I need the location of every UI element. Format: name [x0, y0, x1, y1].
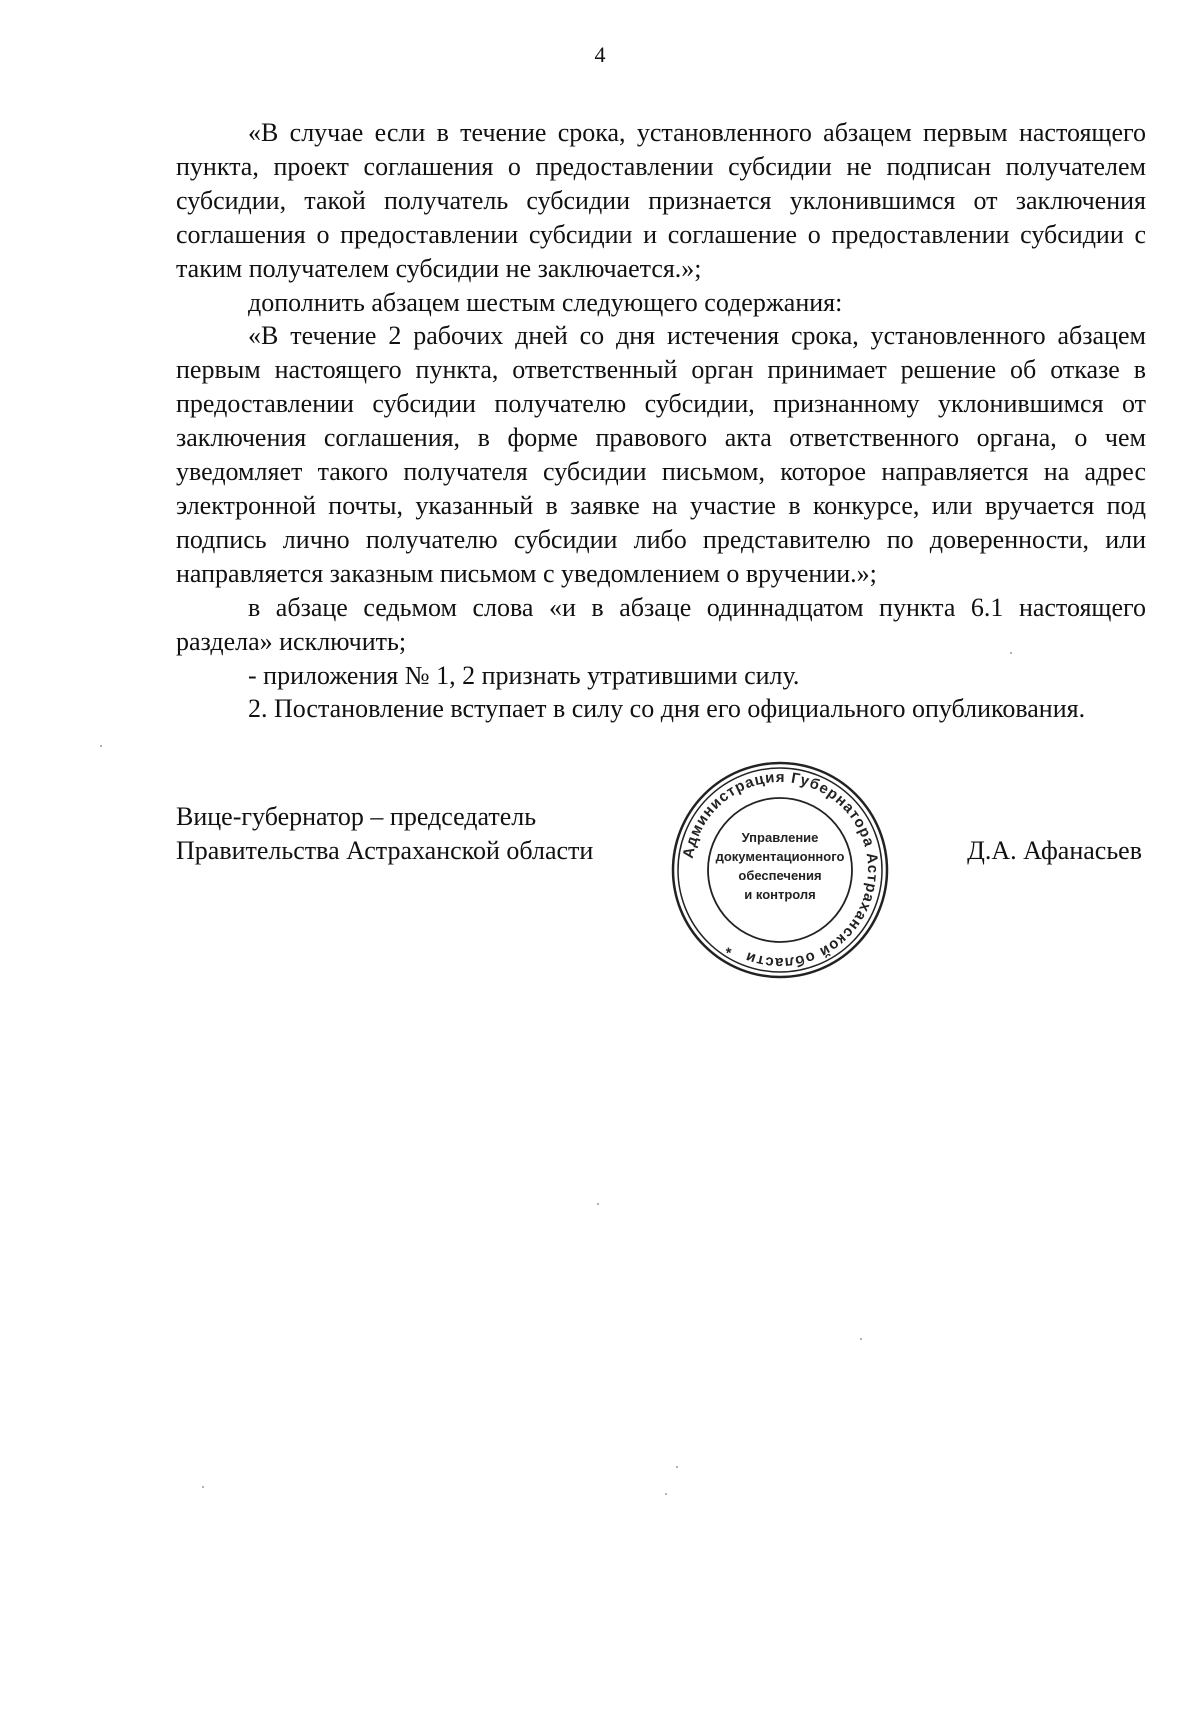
official-seal [670, 760, 890, 980]
scan-speck [1010, 652, 1012, 654]
paragraph-effective: 2. Постановление вступает в силу со дня его официального опубликования. [248, 694, 1086, 724]
seal-star: * [722, 938, 738, 957]
signature-position-line-1: Вице-губернатор – председатель [176, 802, 537, 831]
scan-speck [676, 1466, 678, 1468]
scan-speck [665, 1493, 667, 1495]
seal-outer-text: Администрация Губернатора Астраханской области [679, 768, 882, 972]
paragraph-amend-7: в абзаце седьмом слова «и в абзаце одиннадцатом пункта 6.1 настоящего раздела» исключить; [176, 592, 1146, 656]
paragraph-amend-6: дополнить абзацем шестым следующего содержания: [248, 287, 843, 317]
seal-center-line-2: документационного [715, 849, 845, 864]
document-body [176, 116, 1146, 726]
paragraph-appendices: - приложения № 1, 2 признать утратившими силу. [248, 660, 800, 690]
paragraph-quote-1: «В случае если в течение срока, установленного абзацем первым настоящего пункта, проект соглашения о предоставлении субсидии не подписан получателем субсидии, такой получатель субсидии признается уклонившимся от заключения соглашения о предоставлении субсидии и соглашение о предоставлении субсидии с таким получателем субсидии не заключается.»; [176, 118, 1146, 283]
signer-name: Д.А. Афанасьев [967, 836, 1142, 865]
seal-center-line-3: обеспечения [738, 868, 822, 883]
scan-speck [100, 745, 102, 747]
page-number: 4 [594, 42, 606, 67]
scan-speck [597, 1203, 599, 1205]
scan-speck [860, 1338, 862, 1340]
seal-center-line-4: и контроля [744, 887, 816, 902]
scan-speck [202, 1486, 204, 1488]
signature-position [176, 800, 593, 868]
seal-center-line-1: Управление [741, 830, 819, 845]
signature-position-line-2: Правительства Астраханской области [176, 836, 594, 865]
paragraph-quote-2: «В течение 2 рабочих дней со дня истечения срока, установленного абзацем первым настоящего пункта, ответственный орган принимает решение об отказе в предоставлении субсидии получателю субсидии, признанному уклонившимся от заключения соглашения, в форме правового акта ответственного органа, о чем уведомляет такого получателя субсидии письмом, которое направляется на адрес электронной почты, указанный в заявке на участие в конкурсе, или вручается под подпись лично получателю субсидии либо представителю по доверенности, или направляется заказным письмом с уведомлением о вручении.»; [176, 321, 1146, 588]
